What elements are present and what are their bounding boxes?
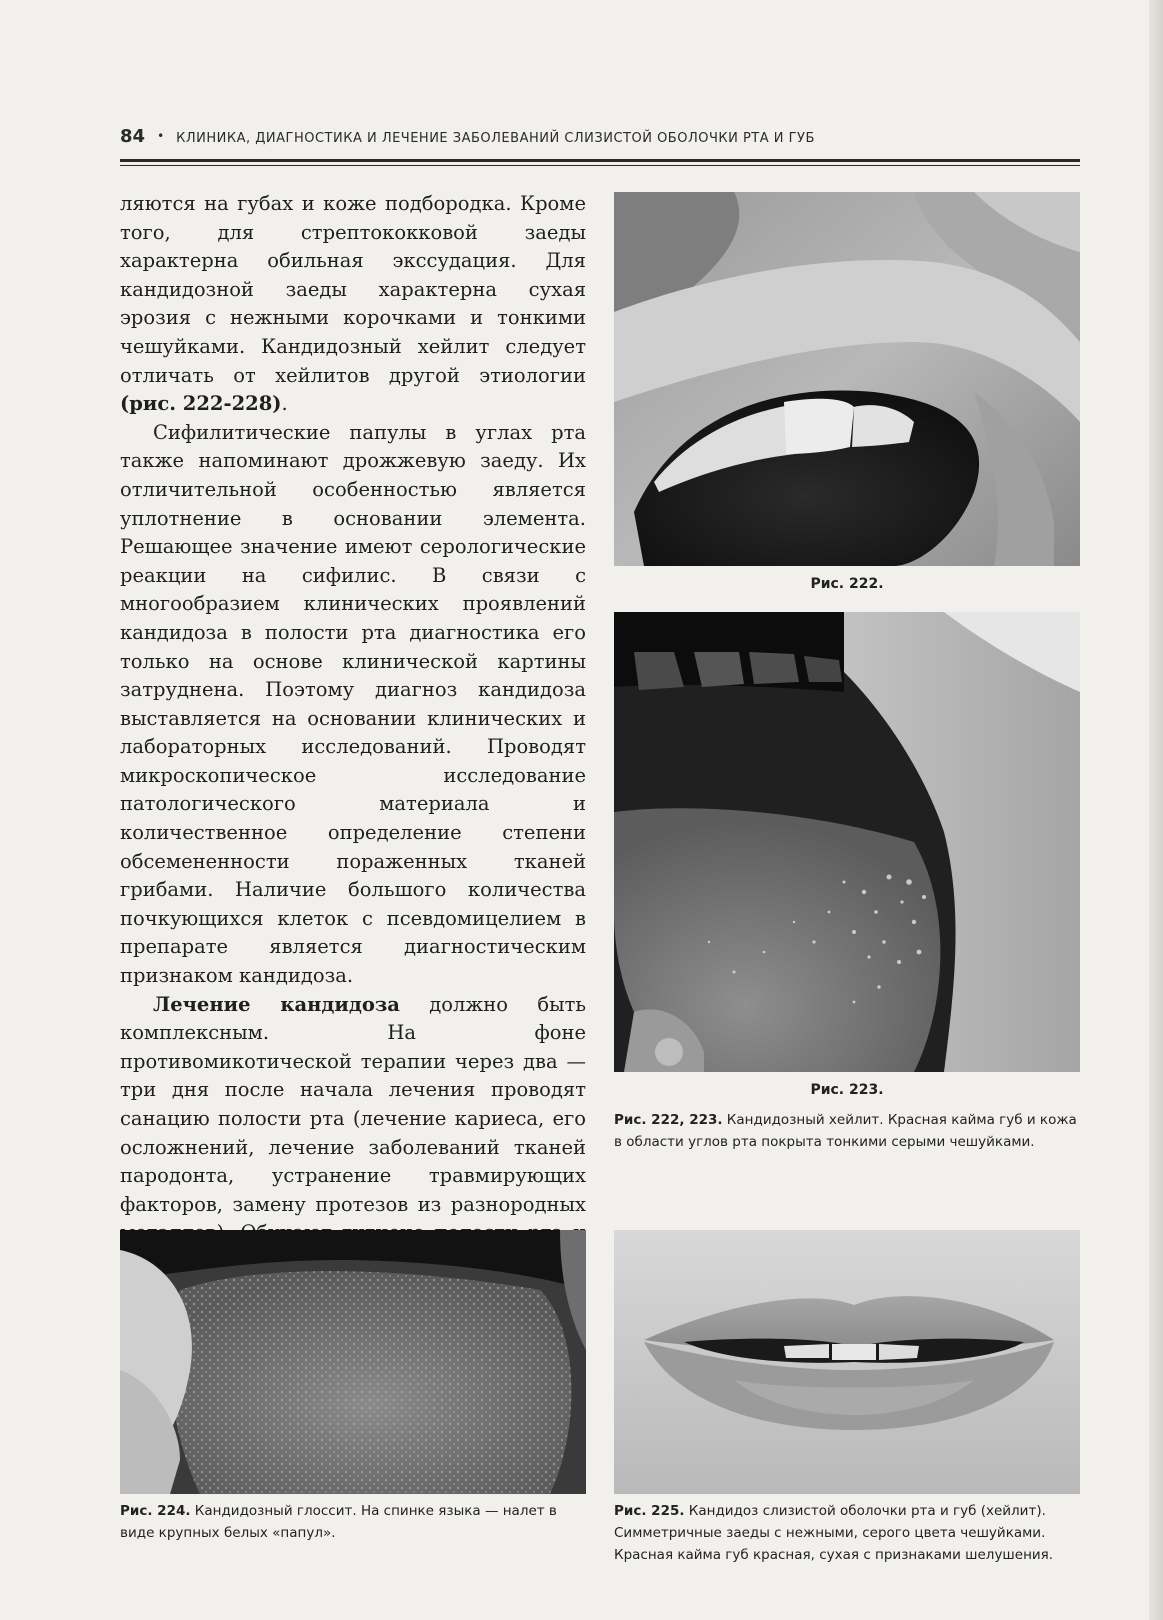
figure-222-223-caption-label: Рис. 222, 223. [614,1112,723,1128]
paragraph-1-text: ляются на губах и коже подбородка. Кроме того, для стрептококковой заеды характерна обильная экссудация. Для кандидозной заеды характерна сухая эрозия с нежными корочками и тонкими чешуйками. Кандидозный хейлит следует отличать от хейлитов другой этиологии [120,192,586,387]
treatment-heading: Лечение кандидоза [153,992,400,1016]
figure-222-photo [614,192,1080,566]
header-rule-thin [120,165,1080,166]
body-text-column [120,190,586,1277]
figure-224-caption-label: Рис. 224. [120,1503,191,1519]
running-head-title: КЛИНИКА, ДИАГНОСТИКА И ЛЕЧЕНИЕ ЗАБОЛЕВАНИЙ СЛИЗИСТОЙ ОБОЛОЧКИ РТА И ГУБ [176,131,815,146]
paragraph-1-end: . [281,392,288,416]
figure-225-caption [614,1500,1084,1566]
figure-223-photo [614,612,1080,1072]
figure-222-label: Рис. 222. [810,576,884,592]
paragraph-3-text: должно быть комплексным. На фоне противомикотической терапии через два — три дня после начала лечения проводят санацию полости рта (лечение кариеса, его осложнений, лечение заболеваний тканей пародонта, устранение травмирующих факторов, замену протезов из разнородных [120,992,586,1216]
figure-224-caption-text: Кандидозный глоссит. На спинке языка — налет в виде крупных белых «папул». [120,1503,557,1541]
page-number: 84 [120,126,146,147]
header-bullet: • [157,129,165,143]
page-edge-shadow [1149,0,1163,1620]
figure-225-caption-label: Рис. 225. [614,1503,685,1519]
figure-224-photo [120,1230,586,1494]
figure-222-223-caption-text: Кандидозный хейлит. Красная кайма губ и кожа в области углов рта покрыта тонкими серыми чешуйками. [614,1112,1077,1150]
figure-reference: (рис. 222-228) [120,392,282,416]
figure-222-223-caption [614,1109,1080,1153]
figure-225-caption-text: Кандидоз слизистой оболочки рта и губ (хейлит). Симметричные заеды с нежными, серого цвета чешуйками. Красная кайма губ красная, сухая с признаками шелушения. [614,1503,1054,1563]
figure-225-photo [614,1230,1080,1494]
header-rule-thick [120,159,1080,162]
paragraph-2: Сифилитические папулы в углах рта также напоминают дрожжевую заеду. Их отличительной особенностью является уплотнение в основании элемента. Решающее значение имеют серологические реакции на сифилис. В связи с многообразием клинических проявлений кандидоза в полости рта диагностика его только на основе клинической картины затруднена. Поэтому диагноз кандидоза выставляется на основании клинических и лабораторных исследований. Проводят микроскопическое исследование патологического материала и количественное определение степени обсемененности пораженных тканей грибами. Наличие большого количества почкующихся клеток с псевдомицелием в препарате является диагностическим признаком кандидоза. [120,420,586,988]
figure-224-caption [120,1500,590,1544]
paragraph-1 [120,190,586,419]
running-head [120,126,1080,147]
figure-223-label: Рис. 223. [810,1082,884,1098]
